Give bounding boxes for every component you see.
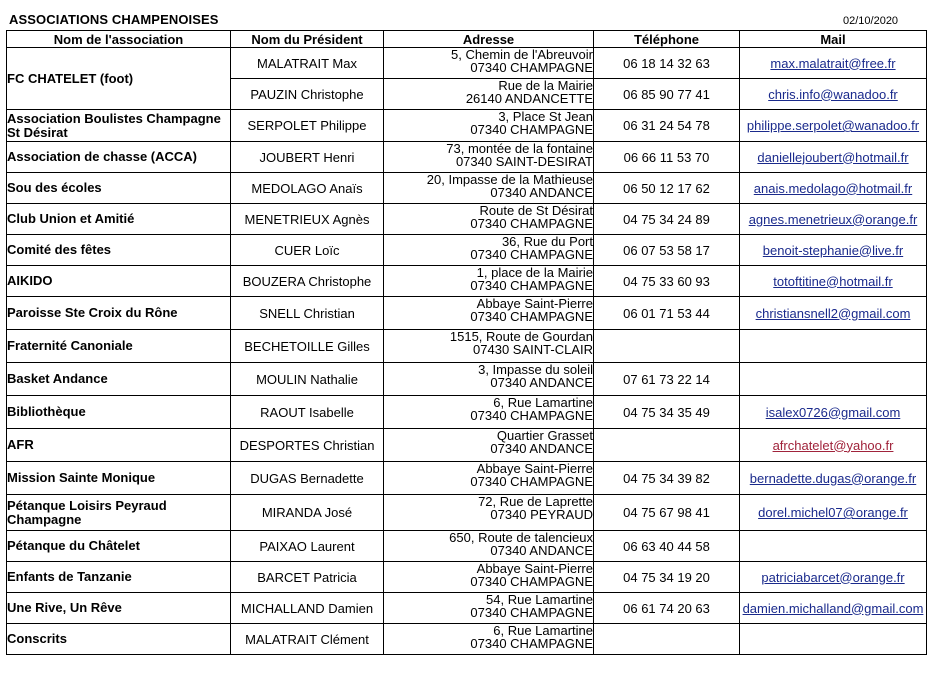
association-name: Comité des fêtes bbox=[7, 235, 231, 266]
association-name: Club Union et Amitié bbox=[7, 204, 231, 235]
association-name: Enfants de Tanzanie bbox=[7, 562, 231, 593]
mail-cell bbox=[740, 363, 927, 396]
address-city: 07340 ANDANCE bbox=[490, 543, 593, 558]
mail-cell bbox=[740, 562, 927, 593]
president-name: SERPOLET Philippe bbox=[231, 110, 384, 142]
president-name: DESPORTES Christian bbox=[231, 429, 384, 462]
table-header-row bbox=[7, 31, 927, 48]
mail-link[interactable]: isalex0726@gmail.com bbox=[765, 404, 901, 420]
phone-number: 06 18 14 32 63 bbox=[594, 48, 740, 79]
president-name: PAUZIN Christophe bbox=[231, 79, 384, 110]
mail-cell bbox=[740, 330, 927, 363]
address-cell bbox=[384, 495, 594, 531]
address-street: 3, Place St Jean bbox=[498, 109, 593, 124]
document-date: 02/10/2020 bbox=[843, 15, 899, 27]
president-name: MICHALLAND Damien bbox=[231, 593, 384, 624]
table-row bbox=[7, 48, 927, 79]
mail-cell bbox=[740, 429, 927, 462]
table-row bbox=[7, 235, 927, 266]
address-cell bbox=[384, 142, 594, 173]
president-name: PAIXAO Laurent bbox=[231, 531, 384, 562]
col-header-address: Adresse bbox=[384, 31, 594, 48]
association-name: AFR bbox=[7, 429, 231, 462]
president-name: JOUBERT Henri bbox=[231, 142, 384, 173]
address-cell bbox=[384, 562, 594, 593]
mail-link[interactable]: totoftitine@hotmail.fr bbox=[773, 273, 893, 289]
association-name: AIKIDO bbox=[7, 266, 231, 297]
table-row bbox=[7, 495, 927, 531]
address-street: 650, Route de talencieux bbox=[449, 530, 593, 545]
address-street: 1, place de la Mairie bbox=[476, 265, 593, 280]
president-name: MENETRIEUX Agnès bbox=[231, 204, 384, 235]
address-city: 07340 SAINT-DESIRAT bbox=[455, 154, 593, 169]
address-cell bbox=[384, 173, 594, 204]
association-name: Association de chasse (ACCA) bbox=[7, 142, 231, 173]
mail-cell bbox=[740, 462, 927, 495]
associations-table bbox=[6, 30, 927, 655]
address-street: 36, Rue du Port bbox=[501, 234, 593, 249]
president-name: BARCET Patricia bbox=[231, 562, 384, 593]
address-city: 07340 CHAMPAGNE bbox=[470, 216, 593, 231]
table-row bbox=[7, 624, 927, 655]
president-name: SNELL Christian bbox=[231, 297, 384, 330]
table-row bbox=[7, 396, 927, 429]
table-row bbox=[7, 330, 927, 363]
address-cell bbox=[384, 204, 594, 235]
president-name: MEDOLAGO Anaïs bbox=[231, 173, 384, 204]
address-cell bbox=[384, 429, 594, 462]
address-cell bbox=[384, 79, 594, 110]
address-street: Abbaye Saint-Pierre bbox=[476, 296, 593, 311]
address-city: 07340 CHAMPAGNE bbox=[470, 122, 593, 137]
association-name: Conscrits bbox=[7, 624, 231, 655]
table-row bbox=[7, 429, 927, 462]
mail-link[interactable]: afrchatelet@yahoo.fr bbox=[772, 437, 894, 453]
address-city: 07340 CHAMPAGNE bbox=[470, 278, 593, 293]
phone-number: 04 75 33 60 93 bbox=[594, 266, 740, 297]
association-name: Pétanque Loisirs Peyraud Champagne bbox=[7, 495, 231, 531]
mail-cell bbox=[740, 624, 927, 655]
address-city: 07340 CHAMPAGNE bbox=[470, 309, 593, 324]
association-name: Bibliothèque bbox=[7, 396, 231, 429]
association-name: Fraternité Canoniale bbox=[7, 330, 231, 363]
association-name: Association Boulistes Champagne St Désirat bbox=[7, 110, 231, 142]
president-name: MIRANDA José bbox=[231, 495, 384, 531]
phone-number: 06 31 24 54 78 bbox=[594, 110, 740, 142]
president-name: BECHETOILLE Gilles bbox=[231, 330, 384, 363]
mail-cell bbox=[740, 173, 927, 204]
association-name: Mission Sainte Monique bbox=[7, 462, 231, 495]
phone-number bbox=[594, 624, 740, 655]
mail-cell bbox=[740, 79, 927, 110]
table-row bbox=[7, 462, 927, 495]
address-city: 07340 CHAMPAGNE bbox=[470, 474, 593, 489]
table-row bbox=[7, 204, 927, 235]
table-row bbox=[7, 142, 927, 173]
mail-cell bbox=[740, 593, 927, 624]
address-street: Route de St Désirat bbox=[479, 203, 593, 218]
association-name: Pétanque du Châtelet bbox=[7, 531, 231, 562]
address-street: 1515, Route de Gourdan bbox=[449, 329, 593, 344]
mail-link[interactable]: max.malatrait@free.fr bbox=[770, 55, 896, 71]
document-title: ASSOCIATIONS CHAMPENOISES bbox=[9, 12, 219, 27]
address-street: Quartier Grasset bbox=[496, 428, 593, 443]
table-body bbox=[7, 48, 927, 655]
association-name: Une Rive, Un Rêve bbox=[7, 593, 231, 624]
address-cell bbox=[384, 330, 594, 363]
association-name: Basket Andance bbox=[7, 363, 231, 396]
president-name: MALATRAIT Clément bbox=[231, 624, 384, 655]
address-cell bbox=[384, 235, 594, 266]
mail-link[interactable]: damien.michalland@gmail.com bbox=[742, 600, 924, 616]
address-cell bbox=[384, 363, 594, 396]
table-row bbox=[7, 173, 927, 204]
address-street: 6, Rue Lamartine bbox=[493, 395, 593, 410]
address-city: 07340 ANDANCE bbox=[490, 185, 593, 200]
mail-link[interactable]: anais.medolago@hotmail.fr bbox=[753, 180, 913, 196]
address-street: 72, Rue de Laprette bbox=[478, 494, 593, 509]
address-street: 20, Impasse de la Mathieuse bbox=[426, 172, 593, 187]
mail-cell bbox=[740, 396, 927, 429]
address-city: 07430 SAINT-CLAIR bbox=[473, 342, 593, 357]
mail-link[interactable]: agnes.menetrieux@orange.fr bbox=[748, 211, 918, 227]
address-street: 73, montée de la fontaine bbox=[446, 141, 593, 156]
mail-link[interactable]: benoit-stephanie@live.fr bbox=[762, 242, 904, 258]
mail-cell bbox=[740, 204, 927, 235]
col-header-phone: Téléphone bbox=[594, 31, 740, 48]
address-cell bbox=[384, 593, 594, 624]
mail-cell bbox=[740, 142, 927, 173]
phone-number: 06 01 71 53 44 bbox=[594, 297, 740, 330]
address-street: 6, Rue Lamartine bbox=[493, 623, 593, 638]
phone-number: 06 50 12 17 62 bbox=[594, 173, 740, 204]
table-row bbox=[7, 110, 927, 142]
address-city: 07340 CHAMPAGNE bbox=[470, 60, 593, 75]
table-row bbox=[7, 266, 927, 297]
address-street: Rue de la Mairie bbox=[498, 78, 593, 93]
phone-number: 06 63 40 44 58 bbox=[594, 531, 740, 562]
address-cell bbox=[384, 462, 594, 495]
address-city: 26140 ANDANCETTE bbox=[465, 91, 593, 106]
table-row bbox=[7, 562, 927, 593]
address-city: 07340 ANDANCE bbox=[490, 441, 593, 456]
col-header-mail: Mail bbox=[740, 31, 927, 48]
phone-number: 06 85 90 77 41 bbox=[594, 79, 740, 110]
phone-number: 06 61 74 20 63 bbox=[594, 593, 740, 624]
phone-number: 04 75 34 19 20 bbox=[594, 562, 740, 593]
mail-cell bbox=[740, 48, 927, 79]
phone-number: 04 75 67 98 41 bbox=[594, 495, 740, 531]
mail-link[interactable]: patriciabarcet@orange.fr bbox=[761, 569, 905, 585]
mail-link[interactable]: philippe.serpolet@wanadoo.fr bbox=[746, 118, 920, 133]
association-name: Paroisse Ste Croix du Rône bbox=[7, 297, 231, 330]
address-cell bbox=[384, 624, 594, 655]
mail-cell bbox=[740, 495, 927, 531]
mail-cell bbox=[740, 531, 927, 562]
president-name: DUGAS Bernadette bbox=[231, 462, 384, 495]
table-row bbox=[7, 593, 927, 624]
mail-link[interactable]: bernadette.dugas@orange.fr bbox=[749, 470, 917, 486]
association-name: FC CHATELET (foot) bbox=[7, 48, 231, 110]
address-street: 5, Chemin de l'Abreuvoir bbox=[451, 47, 593, 62]
mail-link[interactable]: dorel.michel07@orange.fr bbox=[758, 505, 908, 520]
address-city: 07340 CHAMPAGNE bbox=[470, 636, 593, 651]
address-city: 07340 ANDANCE bbox=[490, 375, 593, 390]
col-header-association: Nom de l'association bbox=[7, 31, 231, 48]
president-name: MOULIN Nathalie bbox=[231, 363, 384, 396]
address-city: 07340 PEYRAUD bbox=[490, 507, 593, 522]
president-name: BOUZERA Christophe bbox=[231, 266, 384, 297]
address-street: Abbaye Saint-Pierre bbox=[476, 461, 593, 476]
address-cell bbox=[384, 531, 594, 562]
phone-number: 06 07 53 58 17 bbox=[594, 235, 740, 266]
president-name: MALATRAIT Max bbox=[231, 48, 384, 79]
address-city: 07340 CHAMPAGNE bbox=[470, 574, 593, 589]
president-name: CUER Loïc bbox=[231, 235, 384, 266]
phone-number: 06 66 11 53 70 bbox=[594, 142, 740, 173]
address-cell bbox=[384, 48, 594, 79]
phone-number: 04 75 34 39 82 bbox=[594, 462, 740, 495]
address-cell bbox=[384, 297, 594, 330]
phone-number: 04 75 34 24 89 bbox=[594, 204, 740, 235]
address-street: 3, Impasse du soleil bbox=[478, 362, 593, 377]
phone-number bbox=[594, 330, 740, 363]
address-cell bbox=[384, 396, 594, 429]
mail-link[interactable]: daniellejoubert@hotmail.fr bbox=[757, 149, 909, 165]
address-cell bbox=[384, 110, 594, 142]
address-city: 07340 CHAMPAGNE bbox=[470, 408, 593, 423]
mail-cell bbox=[740, 266, 927, 297]
address-city: 07340 CHAMPAGNE bbox=[470, 605, 593, 620]
mail-cell bbox=[740, 297, 927, 330]
address-city: 07340 CHAMPAGNE bbox=[470, 247, 593, 262]
table-row bbox=[7, 531, 927, 562]
mail-link[interactable]: chris.info@wanadoo.fr bbox=[768, 86, 898, 102]
association-name: Sou des écoles bbox=[7, 173, 231, 204]
mail-cell bbox=[740, 110, 927, 142]
table-row bbox=[7, 297, 927, 330]
col-header-president: Nom du Président bbox=[231, 31, 384, 48]
phone-number: 07 61 73 22 14 bbox=[594, 363, 740, 396]
address-cell bbox=[384, 266, 594, 297]
mail-cell bbox=[740, 235, 927, 266]
address-street: 54, Rue Lamartine bbox=[486, 592, 593, 607]
address-street: Abbaye Saint-Pierre bbox=[476, 561, 593, 576]
president-name: RAOUT Isabelle bbox=[231, 396, 384, 429]
phone-number bbox=[594, 429, 740, 462]
mail-link[interactable]: christiansnell2@gmail.com bbox=[755, 305, 911, 321]
table-row bbox=[7, 363, 927, 396]
phone-number: 04 75 34 35 49 bbox=[594, 396, 740, 429]
